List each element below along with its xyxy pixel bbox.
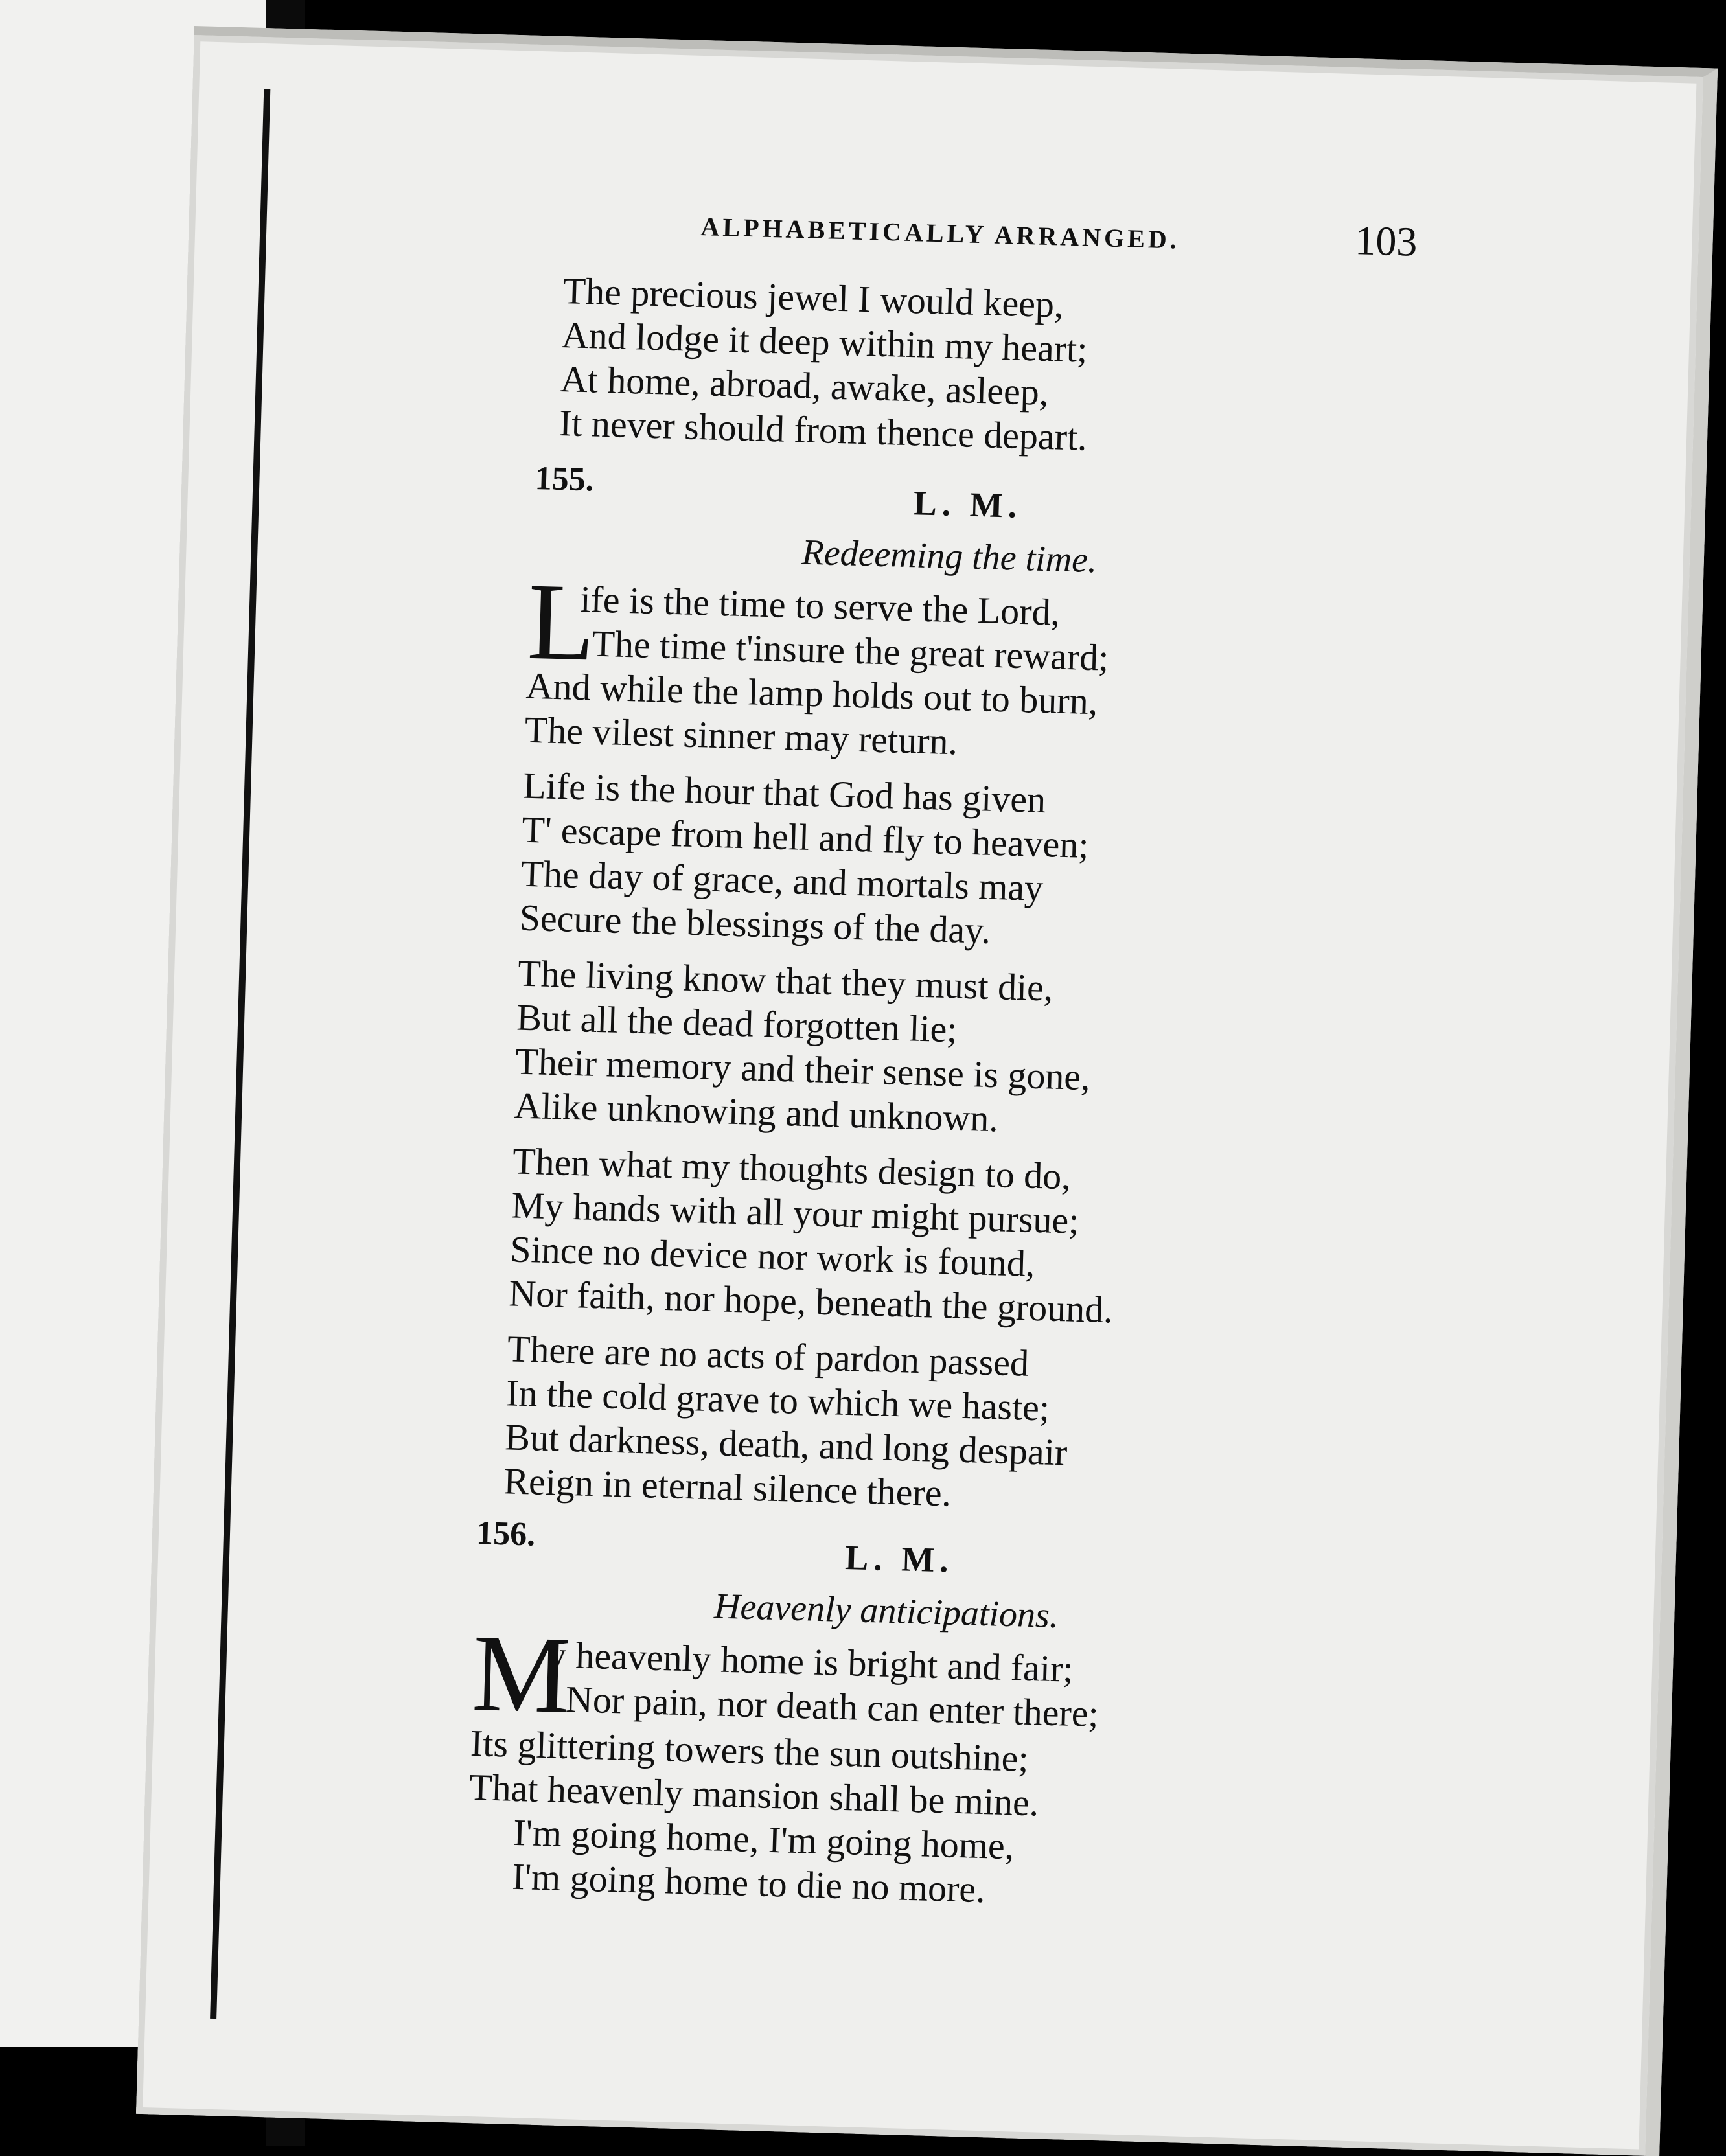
verse-line: Nor pain, nor death can enter there; xyxy=(565,1678,1099,1735)
verse-line: But darkness, death, and long despair xyxy=(504,1416,1068,1474)
verse-line: The living know that they must die, xyxy=(517,952,1054,1009)
verse-line: Since no device nor work is found, xyxy=(509,1228,1036,1285)
verse-line: Then what my thoughts design to do, xyxy=(512,1140,1072,1198)
verse-line: But all the dead forgotten lie; xyxy=(516,996,958,1051)
verse-line: ife is the time to serve the Lord, xyxy=(579,577,1061,634)
verse-line: Their memory and their sense is gone, xyxy=(514,1040,1091,1099)
hymn-number: 156. xyxy=(476,1515,536,1554)
hymn-meter: L. M. xyxy=(913,483,1023,525)
chorus-line: I'm going home to die no more. xyxy=(511,1855,986,1911)
verse-line: Life is the hour that God has given xyxy=(522,764,1047,821)
verse-line: The precious jewel I would keep, xyxy=(562,270,1064,326)
verse-line: y heavenly home is bright and fair; xyxy=(547,1633,1074,1690)
running-title: ALPHABETICALLY ARRANGED. xyxy=(700,211,1180,255)
hymn155-stanza-4 xyxy=(509,1139,1550,1344)
verse-line: There are no acts of pardon passed xyxy=(507,1327,1030,1384)
verse-line: My hands with all your might pursue; xyxy=(511,1184,1080,1242)
verse-line: The vilest sinner may return. xyxy=(524,708,958,763)
verse-line: Nor faith, nor hope, beneath the ground. xyxy=(508,1272,1114,1331)
hymn155-stanza-3 xyxy=(514,952,1555,1157)
page-number: 103 xyxy=(1354,217,1418,265)
drop-capital: L xyxy=(525,560,597,684)
verse-line: And while the lamp holds out to burn, xyxy=(525,664,1099,723)
verse-line: It never should from thence depart. xyxy=(558,401,1088,459)
verse-line: In the cold grave to which we haste; xyxy=(505,1371,1050,1429)
drop-capital: M xyxy=(470,1612,572,1737)
verse-line: The day of grace, and mortals may xyxy=(520,852,1044,910)
verse-line: The time t'insure the great reward; xyxy=(591,622,1110,679)
verse-line: Secure the blessings of the day. xyxy=(518,896,991,952)
hymn-subtitle: Redeeming the time. xyxy=(801,532,1098,581)
verse-line: Reign in eternal silence there. xyxy=(503,1460,952,1515)
hymn-meter: L. M. xyxy=(844,1537,954,1580)
verse-line: T' escape from hell and fly to heaven; xyxy=(521,808,1090,867)
verse-line: Alike unknowing and unknown. xyxy=(513,1084,999,1140)
verse-line: At home, abroad, awake, asleep, xyxy=(560,358,1050,414)
hymn155-stanza-2 xyxy=(519,764,1560,969)
verse-line: That heavenly mansion shall be mine. xyxy=(468,1765,1040,1824)
chorus-line: I'm going home, I'm going home, xyxy=(512,1811,1015,1868)
hymn-number: 155. xyxy=(534,459,595,499)
carryover-stanza xyxy=(558,269,1600,474)
verse-line: And lodge it deep within my heart; xyxy=(561,314,1088,371)
book-page xyxy=(136,26,1718,2156)
hymn-subtitle: Heavenly anticipations. xyxy=(713,1586,1059,1636)
hymn155-stanza-5 xyxy=(503,1327,1545,1532)
verse-line: Its glittering towers the sun outshine; xyxy=(470,1721,1030,1780)
binding-edge xyxy=(210,89,270,2019)
